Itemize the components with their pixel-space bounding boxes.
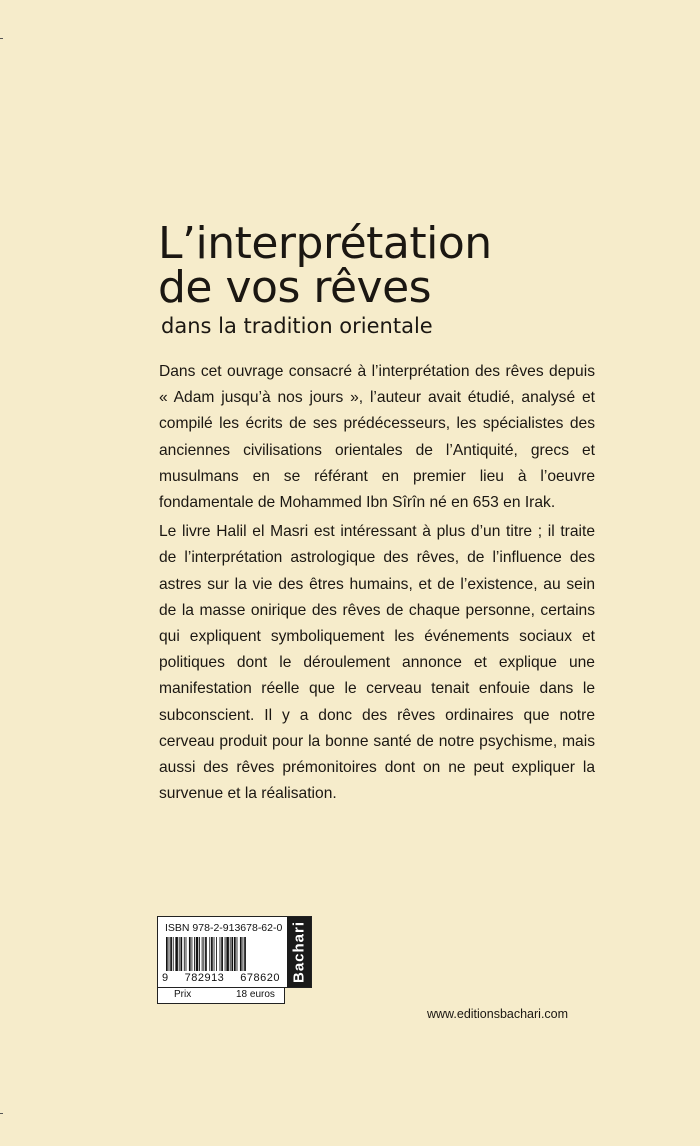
barcode-digits-left: 782913 — [184, 972, 225, 984]
publisher-mark: Bachari — [290, 920, 308, 984]
blurb-paragraph-2: Le livre Halil el Masri est intéressant à plus d’un titre ; il traite de l’interprétation astrologique des rêves, de l’influence des astres sur la vie des êtres humains, et de l’existence, au sein de la masse onirique des rêves de chaque personne, certains qui expliquent symboliquement les événements sociaux et politiques dont le déroulement annonce et explique une manifestation réelle que le cerveau tenait enfouie dans le subconscient. Il y a donc des rêves ordinaires que notre cerveau produit pour la bonne santé de notre psychisme, mais aussi des rêves prémonitoires dont on ne peut expliquer la survenue et la réalisation. — [159, 523, 595, 803]
barcode-bar — [231, 937, 233, 971]
barcode-bar — [211, 937, 213, 971]
isbn-label: ISBN 978-2-913678-62-0 — [165, 922, 283, 934]
barcode-bar — [226, 937, 229, 971]
barcode-bar — [209, 937, 210, 971]
barcode-bar — [202, 937, 203, 971]
barcode-digits-right: 678620 — [240, 972, 280, 984]
barcode-bar — [169, 937, 170, 971]
title-line-1: L’interprétation — [158, 218, 492, 269]
title-line-2: de vos rêves — [158, 262, 432, 313]
barcode-bar — [170, 937, 172, 971]
barcode-bar — [205, 937, 207, 971]
barcode-bar — [186, 937, 187, 971]
barcode-bar — [196, 937, 199, 971]
crop-mark — [0, 1113, 3, 1114]
barcode-bar — [199, 937, 200, 971]
barcode-bar — [166, 937, 168, 971]
barcode-bar — [179, 937, 180, 971]
barcode-bar — [194, 937, 195, 971]
barcode-bar — [240, 937, 242, 971]
barcode-bar — [175, 937, 178, 971]
barcode-bar — [216, 937, 217, 971]
publisher-strip — [287, 917, 311, 987]
barcode-bar — [230, 937, 231, 971]
book-title — [158, 218, 658, 313]
barcode-bar — [243, 937, 244, 971]
price-label: Prix — [174, 989, 192, 1000]
barcode-bar — [203, 937, 204, 971]
barcode-bar — [237, 937, 238, 971]
barcode-bar — [184, 937, 185, 971]
barcode-digits — [162, 972, 280, 984]
barcode — [165, 937, 279, 971]
barcode-bar — [189, 937, 191, 971]
barcode-bar — [180, 937, 182, 971]
barcode-bar — [173, 937, 174, 971]
barcode-bar — [220, 937, 221, 971]
barcode-bar — [244, 937, 246, 971]
barcode-bar — [221, 937, 223, 971]
barcode-digit-first: 9 — [162, 972, 169, 984]
price-box — [157, 988, 285, 1004]
isbn-barcode-block — [157, 916, 312, 988]
publisher-website: www.editionsbachari.com — [427, 1007, 569, 1021]
barcode-bar — [234, 937, 236, 971]
barcode-bar — [225, 937, 226, 971]
price-value: 18 euros — [236, 989, 275, 1000]
crop-mark — [0, 38, 3, 39]
blurb — [159, 359, 595, 810]
book-subtitle: dans la tradition orientale — [161, 314, 433, 338]
barcode-bar — [214, 937, 215, 971]
blurb-paragraph-1: Dans cet ouvrage consacré à l’interprétation des rêves depuis « Adam jusqu’à nos jours », l’auteur avait étudié, analysé et compilé les écrits de ses prédécesseurs, les spécialistes des anciennes civilisations orientales de l’Antiquité, grecs et musulmans en se référant en premier lieu à l’oeuvre fondamentale de Mohammed Ibn Sîrîn né en 653 en Irak. — [159, 363, 595, 512]
barcode-bar — [192, 937, 193, 971]
